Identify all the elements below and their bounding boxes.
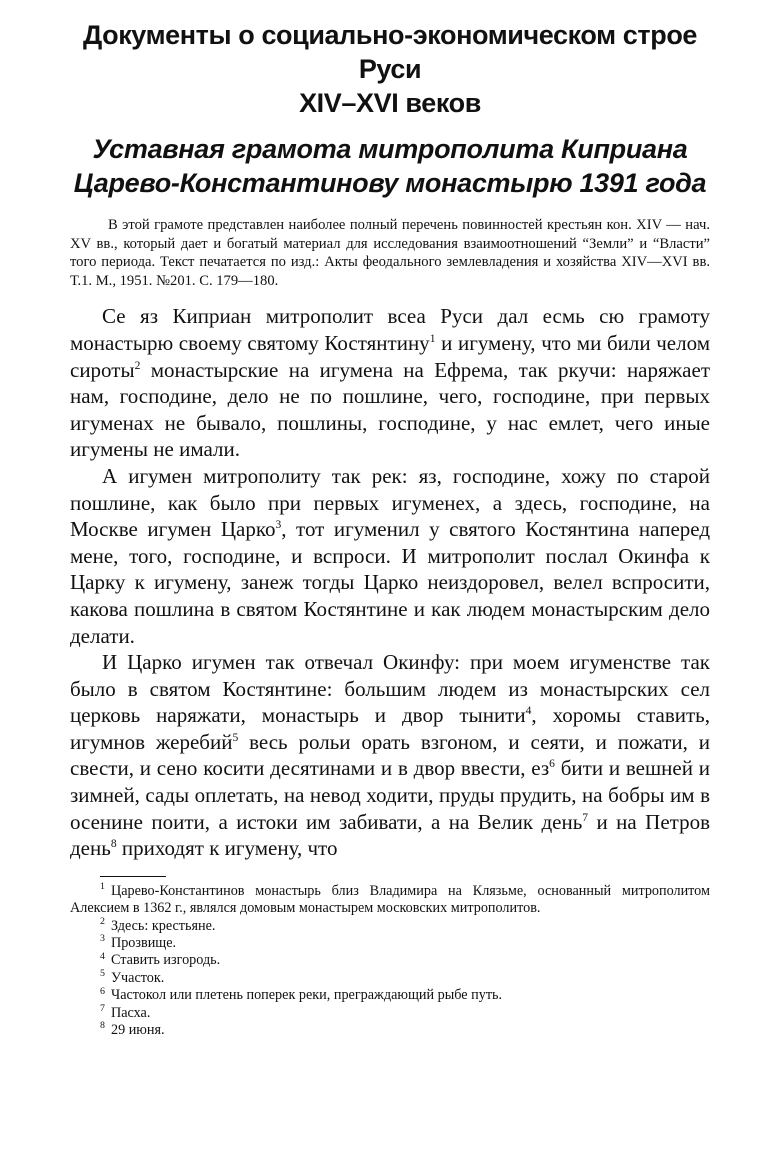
footnote-text: Здесь: крестьяне.	[110, 917, 216, 934]
footnote-text: Царево-Константинов монастырь близ Владимира на Клязьме, основанный митрополитом Алексием в 1362 г., являлся домовым монастырем московских митрополитов.	[70, 882, 710, 917]
footnote-ref: 7	[582, 811, 589, 824]
text-segment: и на Петров день	[70, 809, 710, 861]
footnote-text: Участок.	[110, 969, 165, 986]
paragraph	[70, 463, 710, 649]
text-segment: , тот игуменил у святого Костянтина наперед мене, того, господине, и вспроси. И митрополит послал Окинфа к Царку к игумену, занеж тогды Царко неиздоровел, велел вспросити, какова пошлина в святом Костянтине и как людем монастырским дело делати.	[70, 517, 711, 648]
document-subtitle	[70, 132, 710, 200]
text-segment: весь рольи орать взгоном, и сеяти, и пожати, и свести, и сено косити десятинами и в двор ввести, ез	[70, 729, 710, 781]
footnote-item	[70, 915, 710, 935]
paragraph	[70, 649, 710, 862]
footnote-number: 7	[100, 1002, 105, 1014]
footnote-text: Ставить изгородь.	[110, 952, 221, 969]
footnote-ref: 1	[429, 332, 436, 345]
title-line-2: XIV–XVI веков	[299, 88, 481, 118]
footnote-text: Пасха.	[110, 1004, 151, 1021]
footnote-number: 2	[100, 915, 105, 927]
footnote-item	[70, 935, 710, 952]
footnote-number: 4	[100, 950, 105, 962]
footnote-number: 8	[100, 1020, 105, 1032]
text-segment: Се яз Киприан митрополит всеа Руси дал есмь сю грамоту монастырю своему святому Костянтину	[70, 304, 710, 355]
text-segment: приходят к игумену, что	[116, 836, 338, 861]
footnote-item	[70, 1002, 710, 1022]
text-segment: бити и вешней и зимней, сады оплетать, на невод ходити, пруды прудить, на бобры им в осенине поити, а истоки им забивати, а на Велик день	[70, 756, 710, 834]
footnote-item	[70, 987, 710, 1004]
footnote-ref: 2	[134, 359, 141, 372]
text-segment: А игумен митрополиту так рек: яз, господине, хожу по старой пошлине, как было при первых игуменех, а здесь, господине, на Москве игумен Царко	[70, 463, 710, 542]
footnote-ref: 5	[232, 731, 239, 744]
footnote-text: Частокол или плетень поперек реки, преграждающий рыбе путь.	[110, 987, 503, 1004]
footnote-item	[70, 952, 710, 969]
footnote-number: 5	[100, 968, 105, 980]
footnote-ref: 6	[549, 758, 555, 771]
footnote-item	[70, 970, 710, 987]
footnotes	[70, 883, 710, 1040]
footnote-number: 3	[100, 933, 105, 945]
intro-note: В этой грамоте представлен наиболее полный перечень повинностей крестьян кон. XIV — нач. XV вв., который дает и богатый материал для исследования взаимоотношений “Земли” и “Власти” того периода. Текст печатается по изд.: Акты феодального землевладения и хозяйства XIV—XVI вв. Т.1. М., 1951. №201. С. 179—180.	[70, 217, 710, 289]
footnote-divider	[100, 876, 166, 877]
subtitle-line-2: Царево-Константинову монастырю 1391 года	[73, 168, 707, 198]
subtitle-line-1: Уставная грамота митрополита Киприана	[92, 134, 688, 164]
footnote-ref: 8	[110, 838, 117, 851]
footnote-text: 29 июня.	[110, 1022, 165, 1039]
paragraph	[70, 303, 710, 463]
title-line-1: Документы о социально-экономическом строе Руси	[82, 20, 698, 84]
footnote-number: 1	[100, 881, 105, 893]
footnote-item	[70, 883, 710, 918]
footnote-item	[70, 1022, 710, 1039]
footnote-number: 6	[100, 985, 105, 997]
main-text	[70, 303, 710, 861]
text-segment: монастырские на игумена на Ефрема, так ркучи: наряжает нам, господине, дело не по пошлине, чего, господине, при первых игуменах не бывало, пошлины, господине, у нас емлет, чего иные игумены не имали.	[70, 357, 710, 462]
text-segment: и игумену, что ми били челом сироты	[70, 330, 710, 382]
footnote-ref: 3	[275, 519, 282, 532]
footnote-ref: 4	[525, 705, 532, 718]
footnote-text: Прозвище.	[110, 935, 177, 952]
document-title	[70, 18, 710, 120]
text-segment: И Царко игумен так отвечал Окинфу: при моем игуменстве так было в святом Костянтине: большим людем из монастырских сел церковь наряжати, монастырь и двор тынити	[70, 650, 710, 728]
text-segment: , хоромы ставить, игумнов жеребий	[70, 703, 711, 754]
